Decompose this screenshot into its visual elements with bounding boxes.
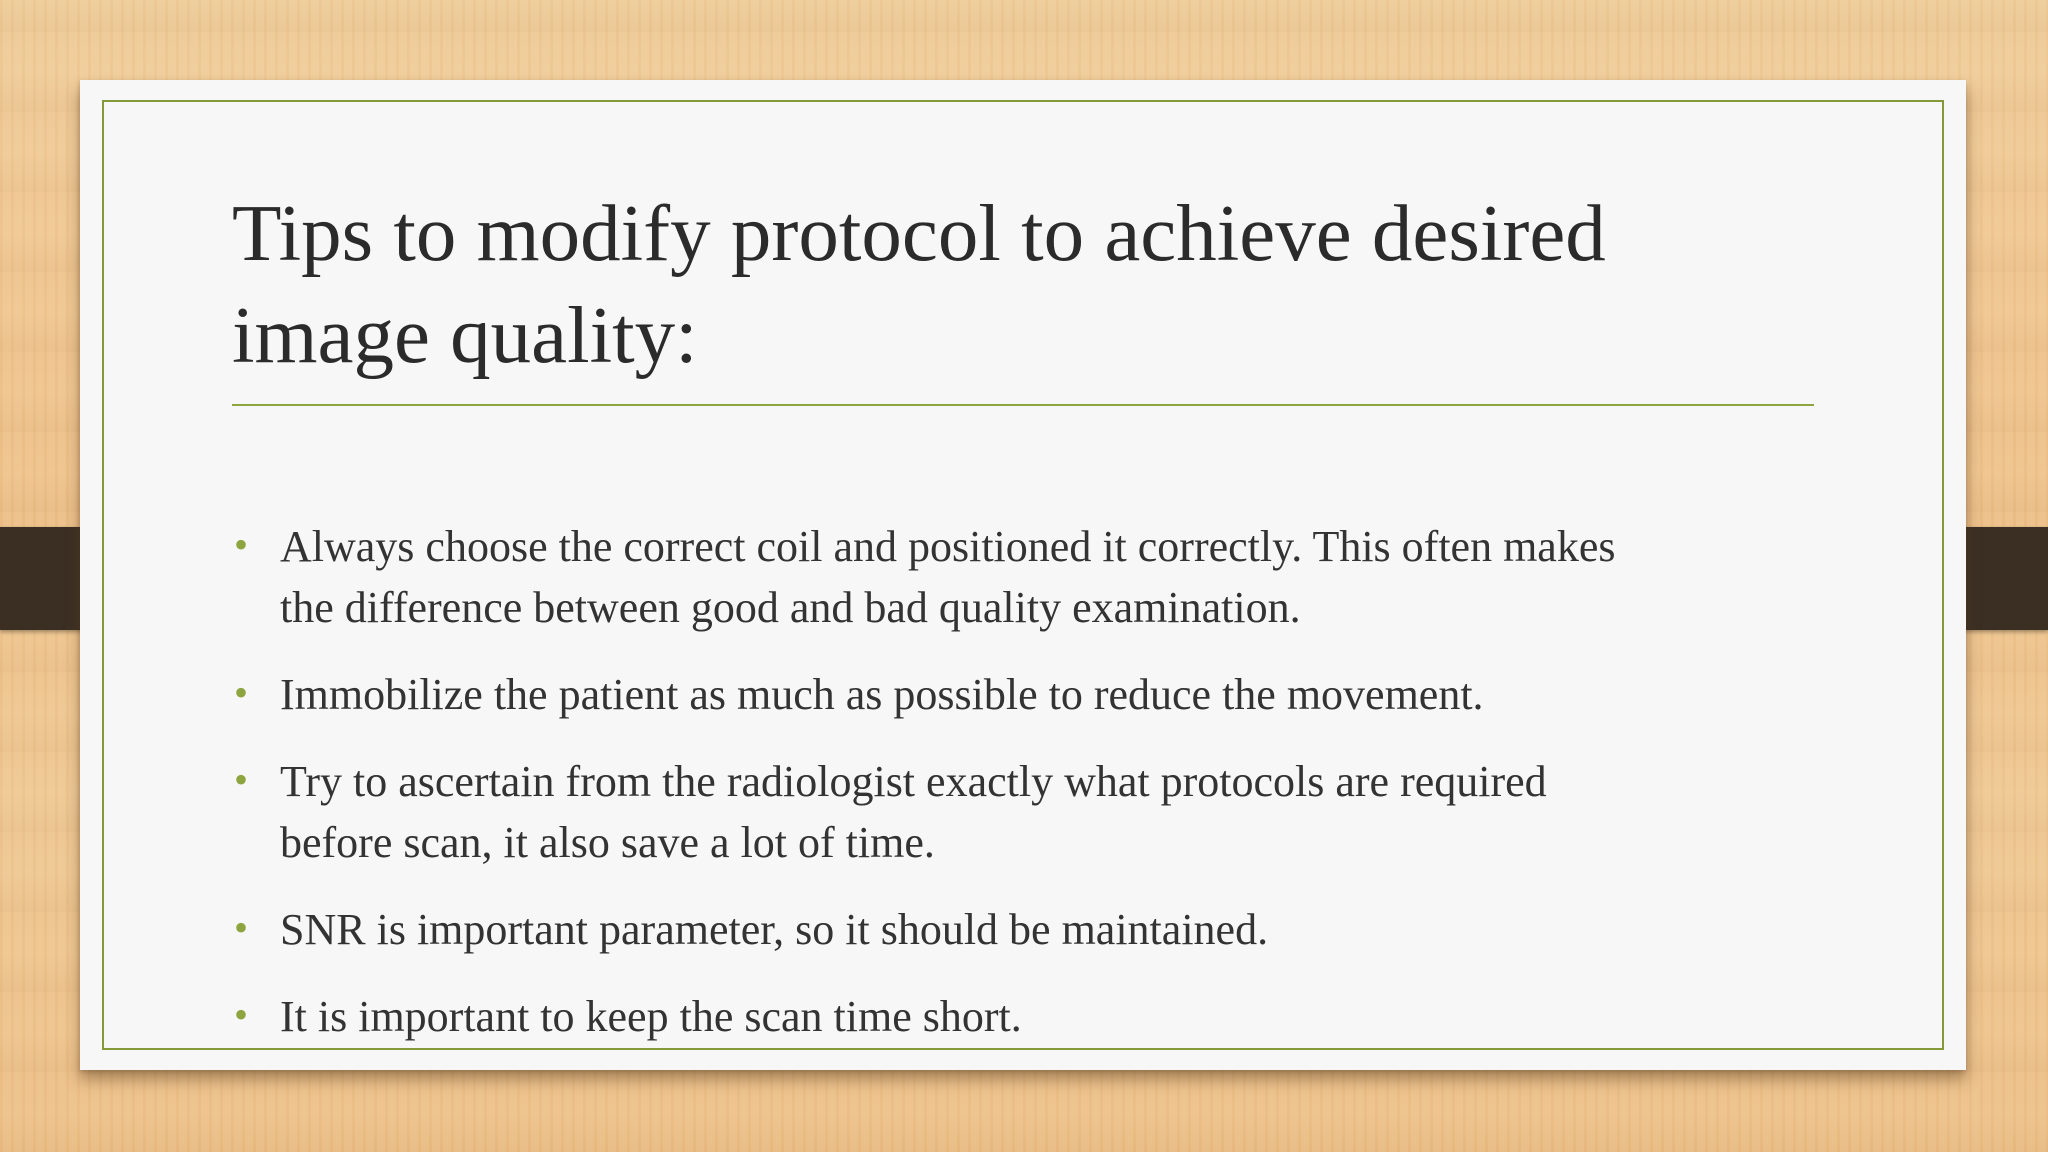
bullet-list (232, 516, 1852, 1073)
bullet-dot-icon: • (234, 992, 249, 1037)
bullet-item-snr (232, 899, 1852, 960)
bullet-text-line-1: Try to ascertain from the radiologist exactly what protocols are required (280, 757, 1547, 806)
title-divider (232, 404, 1814, 406)
bullet-text-line-2: the difference between good and bad quality examination. (280, 583, 1301, 632)
bullet-dot-icon: • (234, 757, 249, 802)
bullet-text-line-1: SNR is important parameter, so it should be maintained. (280, 905, 1269, 954)
bullet-dot-icon: • (234, 670, 249, 715)
slide-title-line-1: Tips to modify protocol to achieve desired (232, 188, 1606, 278)
slide-title-line-2: image quality: (232, 290, 698, 380)
bullet-dot-icon: • (234, 905, 249, 950)
slide-title (232, 182, 1732, 386)
bullet-dot-icon: • (234, 522, 249, 567)
bullet-text-line-1: Immobilize the patient as much as possible to reduce the movement. (280, 670, 1484, 719)
bullet-text-line-2: before scan, it also save a lot of time. (280, 818, 935, 867)
bullet-item-protocols (232, 751, 1852, 873)
slide-card (80, 80, 1966, 1070)
bullet-text-line-1: Always choose the correct coil and positioned it correctly. This often makes (280, 522, 1616, 571)
bullet-text-line-1: It is important to keep the scan time short. (280, 992, 1022, 1041)
bullet-item-coil (232, 516, 1852, 638)
bullet-item-scan-time (232, 986, 1852, 1047)
bullet-item-immobilize (232, 664, 1852, 725)
